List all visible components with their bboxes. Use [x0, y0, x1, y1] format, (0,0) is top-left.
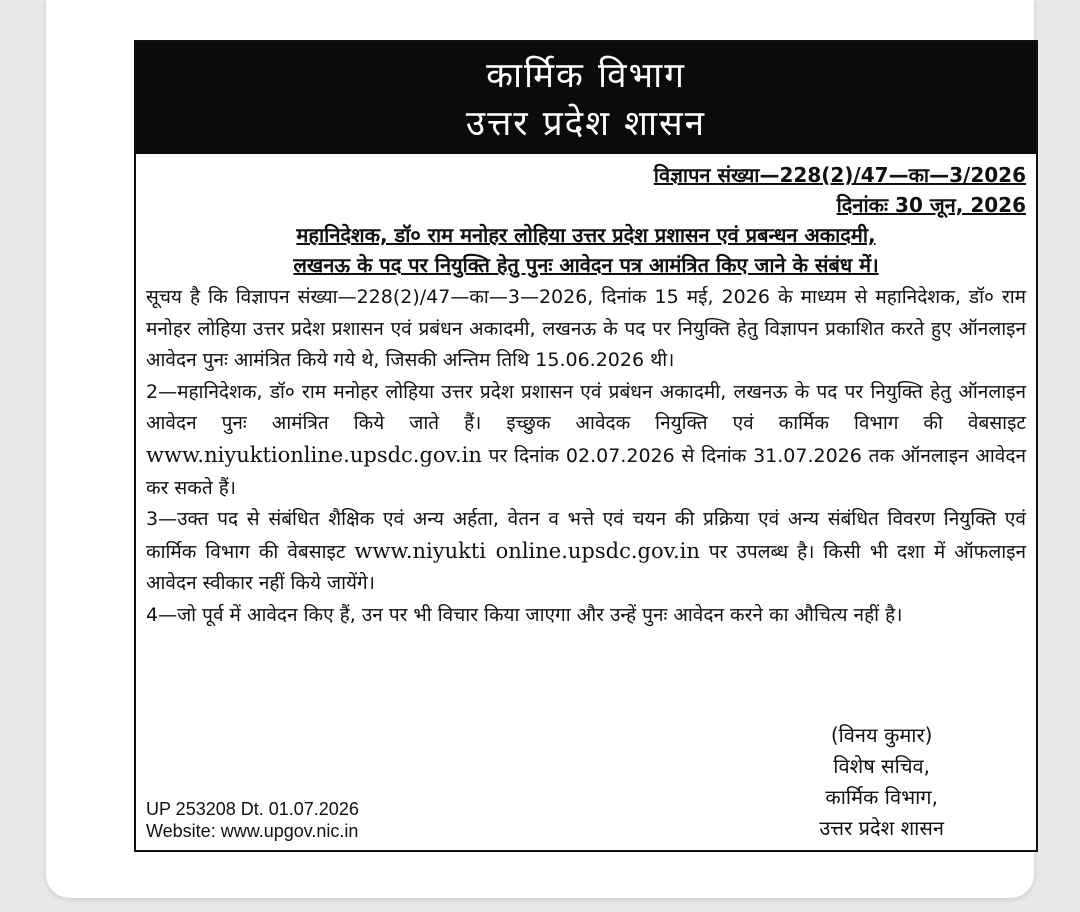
notice-references	[136, 154, 1036, 220]
publication-code: UP 253208 Dt. 01.07.2026	[146, 799, 359, 819]
subject-line-1: महानिदेशक, डॉ० राम मनोहर लोहिया उत्तर प्रदेश प्रशासन एवं प्रबन्धन अकादमी,	[296, 223, 876, 247]
notice-masthead	[136, 42, 1036, 154]
paragraph-3-text-end: पर उपलब्ध है। किसी भी दशा में ऑफलाइन आवेदन स्वीकार नहीं किये जायेंगे।	[146, 540, 1026, 595]
subject-line-2: लखनऊ के पद पर नियुक्ति हेतु पुनः आवेदन पत्र आमंत्रित किए जाने के संबंध में।	[293, 253, 879, 277]
advertisement-number: विज्ञापन संख्या—228(2)/47—का—3/2026	[653, 163, 1026, 187]
signatory-name: (विनय कुमार)	[830, 723, 933, 747]
signatory-designation: विशेष सचिव,	[833, 754, 930, 778]
notice-subject	[136, 220, 1036, 280]
paragraph-2	[146, 377, 1026, 504]
paragraph-3	[146, 504, 1026, 600]
recruitment-website-link-2[interactable]: www.niyukti online.upsdc.gov.in	[354, 538, 700, 563]
screenshot-card	[46, 0, 1034, 898]
signature-block	[819, 720, 944, 844]
footer-website: Website: www.upgov.nic.in	[146, 821, 359, 841]
notice-footer	[146, 798, 359, 842]
notice-date: दिनांकः 30 जून, 2026	[836, 193, 1026, 217]
recruitment-website-link[interactable]: www.niyuktionline.upsdc.gov.in	[146, 442, 482, 467]
notice-body	[136, 280, 1036, 632]
paragraph-4: 4—जो पूर्व में आवेदन किए हैं, उन पर भी विचार किया जाएगा और उन्हें पुनः आवेदन करने का औचित्य नहीं है।	[146, 603, 903, 626]
paragraph-1: सूचय है कि विज्ञापन संख्या—228(2)/47—का—3—2026, दिनांक 15 मई, 2026 के माध्यम से महानिदेशक, डॉ० राम मनोहर लोहिया उत्तर प्रदेश प्रशासन एवं प्रबंधन अकादमी, लखनऊ के पद पर नियुक्ति हेतु विज्ञापन प्रकाशित करते हुए ऑनलाइन आवेदन पुनः आमंत्रित किये गये थे, जिसकी अन्तिम तिथि 15.06.2026 थी।	[146, 286, 1026, 372]
signatory-government: उत्तर प्रदेश शासन	[819, 816, 944, 840]
paragraph-3-text: 3—उक्त पद से संबंधित शैक्षिक एवं अन्य अर्हता, वेतन व भत्ते एवं चयन की प्रक्रिया एवं अन्य संबंधित विवरण नियुक्ति एवं कार्मिक विभाग की वेबसाइट	[146, 508, 1026, 563]
government-title: उत्तर प्रदेश शासन	[465, 104, 707, 144]
department-title: कार्मिक विभाग	[486, 56, 686, 96]
signatory-department: कार्मिक विभाग,	[825, 785, 938, 809]
paragraph-2-text: 2—महानिदेशक, डॉ० राम मनोहर लोहिया उत्तर प्रदेश प्रशासन एवं प्रबंधन अकादमी, लखनऊ के पद पर नियुक्ति हेतु ऑनलाइन आवेदन पुनः आमंत्रित किये जाते हैं। इच्छुक आवेदक नियुक्ति एवं कार्मिक विभाग की वेबसाइट	[146, 380, 1026, 435]
paragraph-2-text-end: पर दिनांक 02.07.2026 से दिनांक 31.07.2026 तक ऑनलाइन आवेदन कर सकते हैं।	[146, 444, 1026, 499]
government-notice	[134, 40, 1038, 852]
